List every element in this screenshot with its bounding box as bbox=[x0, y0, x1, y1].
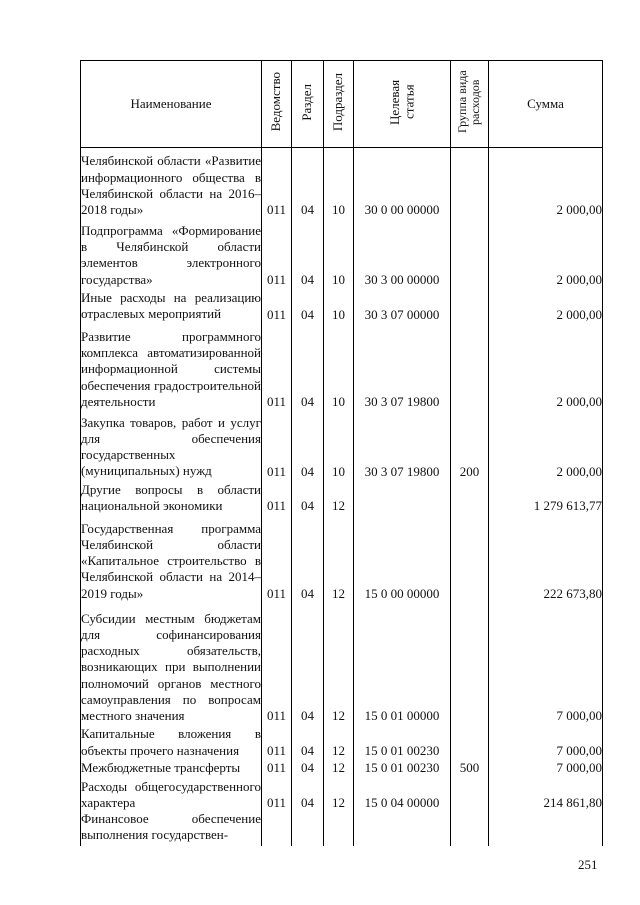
row-gruppa bbox=[451, 148, 489, 218]
table-row bbox=[81, 148, 603, 218]
row-podrazdel: 12 bbox=[324, 514, 354, 601]
row-celevaya-statya: 15 0 01 00000 bbox=[354, 602, 451, 724]
row-summa: 222 673,80 bbox=[489, 514, 603, 601]
table-row bbox=[81, 514, 603, 601]
header-celevaya-statya: Целевая статья bbox=[354, 61, 451, 148]
row-vedomstvo: 011 bbox=[262, 776, 292, 811]
row-name: Капитальные вложения в объекты прочего назначения bbox=[81, 724, 262, 759]
table-row bbox=[81, 288, 603, 323]
row-celevaya-statya: 15 0 01 00230 bbox=[354, 724, 451, 759]
row-vedomstvo: 011 bbox=[262, 323, 292, 410]
row-razdel: 04 bbox=[292, 218, 324, 288]
row-celevaya-statya bbox=[354, 480, 451, 515]
row-gruppa bbox=[451, 602, 489, 724]
row-razdel: 04 bbox=[292, 148, 324, 218]
row-razdel: 04 bbox=[292, 759, 324, 776]
table-row bbox=[81, 759, 603, 776]
row-name: Государственная программа Челябинской области «Капитальное строительство в Челябинской области на 2014–2019 годы» bbox=[81, 514, 262, 601]
row-summa bbox=[489, 811, 603, 846]
row-name: Развитие программного комплекса автоматизированной информационной системы обеспечения градостроительной деятельности bbox=[81, 323, 262, 410]
header-gruppa-vida-rashodov: Группа вида расходов bbox=[451, 61, 489, 148]
table-row bbox=[81, 602, 603, 724]
row-celevaya-statya: 15 0 04 00000 bbox=[354, 776, 451, 811]
row-podrazdel: 10 bbox=[324, 410, 354, 480]
row-summa: 2 000,00 bbox=[489, 288, 603, 323]
row-razdel: 04 bbox=[292, 288, 324, 323]
row-vedomstvo: 011 bbox=[262, 759, 292, 776]
row-vedomstvo: 011 bbox=[262, 288, 292, 323]
table-body bbox=[81, 148, 603, 847]
row-podrazdel bbox=[324, 811, 354, 846]
row-gruppa bbox=[451, 288, 489, 323]
row-podrazdel: 10 bbox=[324, 218, 354, 288]
header-vedomstvo: Ведомство bbox=[262, 61, 292, 148]
row-gruppa: 500 bbox=[451, 759, 489, 776]
row-name: Закупка товаров, работ и услуг для обеспечения государственных (муниципальных) нужд bbox=[81, 410, 262, 480]
row-podrazdel: 10 bbox=[324, 323, 354, 410]
row-summa: 2 000,00 bbox=[489, 218, 603, 288]
row-gruppa bbox=[451, 776, 489, 811]
row-vedomstvo: 011 bbox=[262, 148, 292, 218]
page-number: 251 bbox=[578, 857, 598, 872]
row-summa: 7 000,00 bbox=[489, 724, 603, 759]
row-razdel: 04 bbox=[292, 776, 324, 811]
header-razdel: Раздел bbox=[292, 61, 324, 148]
header-summa: Сумма bbox=[489, 61, 603, 148]
table-row bbox=[81, 724, 603, 759]
row-celevaya-statya: 30 3 07 19800 bbox=[354, 323, 451, 410]
row-razdel: 04 bbox=[292, 602, 324, 724]
row-vedomstvo: 011 bbox=[262, 724, 292, 759]
row-celevaya-statya: 15 0 00 00000 bbox=[354, 514, 451, 601]
row-podrazdel: 12 bbox=[324, 759, 354, 776]
row-podrazdel: 10 bbox=[324, 288, 354, 323]
row-gruppa bbox=[451, 323, 489, 410]
row-name: Межбюджетные трансферты bbox=[81, 759, 262, 776]
row-celevaya-statya: 30 3 07 19800 bbox=[354, 410, 451, 480]
row-summa: 7 000,00 bbox=[489, 602, 603, 724]
row-gruppa: 200 bbox=[451, 410, 489, 480]
table-row bbox=[81, 323, 603, 410]
row-podrazdel: 12 bbox=[324, 776, 354, 811]
table-row bbox=[81, 480, 603, 515]
row-celevaya-statya bbox=[354, 811, 451, 846]
budget-table bbox=[80, 60, 603, 846]
row-razdel bbox=[292, 811, 324, 846]
row-podrazdel: 12 bbox=[324, 724, 354, 759]
row-celevaya-statya: 15 0 01 00230 bbox=[354, 759, 451, 776]
row-gruppa bbox=[451, 514, 489, 601]
table-row bbox=[81, 811, 603, 846]
row-vedomstvo bbox=[262, 811, 292, 846]
header-name: Наименование bbox=[81, 61, 262, 148]
row-name: Финансовое обеспечение выполнения государствен- bbox=[81, 811, 262, 846]
header-podrazdel: Подраздел bbox=[324, 61, 354, 148]
row-razdel: 04 bbox=[292, 514, 324, 601]
row-summa: 2 000,00 bbox=[489, 410, 603, 480]
row-podrazdel: 12 bbox=[324, 602, 354, 724]
row-podrazdel: 10 bbox=[324, 148, 354, 218]
row-razdel: 04 bbox=[292, 323, 324, 410]
row-vedomstvo: 011 bbox=[262, 218, 292, 288]
row-name: Другие вопросы в области национальной экономики bbox=[81, 480, 262, 515]
row-gruppa bbox=[451, 724, 489, 759]
row-razdel: 04 bbox=[292, 480, 324, 515]
row-name: Челябинской области «Развитие информационного общества в Челябинской области на 2016–2018 годы» bbox=[81, 148, 262, 218]
row-celevaya-statya: 30 3 07 00000 bbox=[354, 288, 451, 323]
row-celevaya-statya: 30 0 00 00000 bbox=[354, 148, 451, 218]
row-name: Расходы общегосударственного характера bbox=[81, 776, 262, 811]
row-razdel: 04 bbox=[292, 724, 324, 759]
row-summa: 2 000,00 bbox=[489, 148, 603, 218]
row-name: Иные расходы на реализацию отраслевых мероприятий bbox=[81, 288, 262, 323]
row-summa: 7 000,00 bbox=[489, 759, 603, 776]
row-summa: 1 279 613,77 bbox=[489, 480, 603, 515]
row-vedomstvo: 011 bbox=[262, 410, 292, 480]
header-row bbox=[81, 61, 603, 148]
row-summa: 2 000,00 bbox=[489, 323, 603, 410]
table-row bbox=[81, 410, 603, 480]
row-name: Подпрограмма «Формирование в Челябинской области элементов электронного государства» bbox=[81, 218, 262, 288]
row-vedomstvo: 011 bbox=[262, 480, 292, 515]
row-celevaya-statya: 30 3 00 00000 bbox=[354, 218, 451, 288]
row-vedomstvo: 011 bbox=[262, 602, 292, 724]
row-razdel: 04 bbox=[292, 410, 324, 480]
row-gruppa bbox=[451, 811, 489, 846]
table-row bbox=[81, 218, 603, 288]
row-vedomstvo: 011 bbox=[262, 514, 292, 601]
row-gruppa bbox=[451, 218, 489, 288]
table-row bbox=[81, 776, 603, 811]
row-gruppa bbox=[451, 480, 489, 515]
row-podrazdel: 12 bbox=[324, 480, 354, 515]
row-summa: 214 861,80 bbox=[489, 776, 603, 811]
row-name: Субсидии местным бюджетам для софинансирования расходных обязательств, возникающих при выполнении полномочий органов местного самоуправления по вопросам местного значения bbox=[81, 602, 262, 724]
